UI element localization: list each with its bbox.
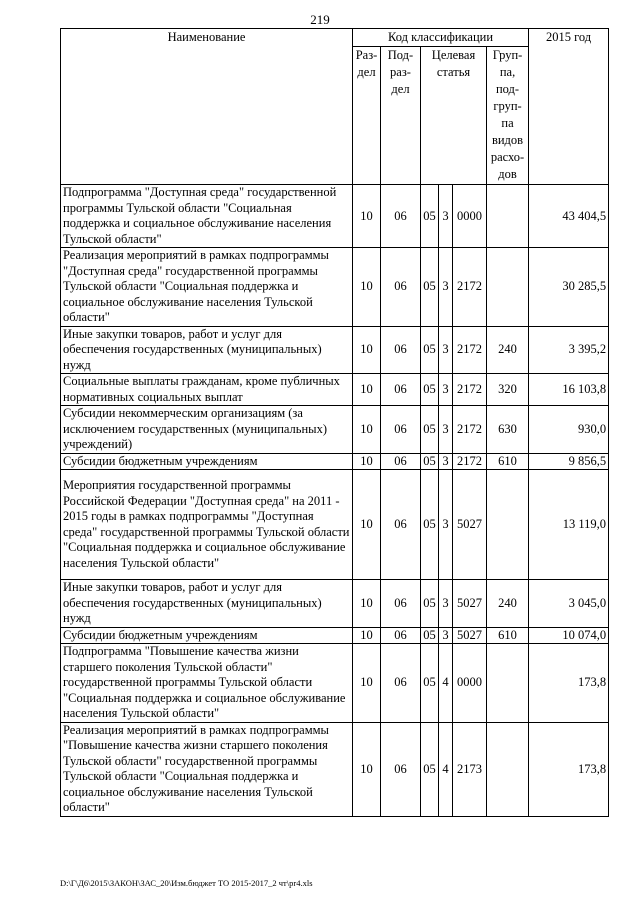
row-amount: 930,0 — [529, 406, 609, 454]
row-expense-group — [487, 722, 529, 816]
row-target-part1: 05 — [421, 185, 439, 248]
row-target-part1: 05 — [421, 248, 439, 327]
row-subsection: 06 — [381, 580, 421, 628]
row-target-part1: 05 — [421, 326, 439, 374]
row-amount: 16 103,8 — [529, 374, 609, 406]
row-expense-group — [487, 470, 529, 580]
row-section: 10 — [353, 580, 381, 628]
row-expense-group: 240 — [487, 580, 529, 628]
row-target-part1: 05 — [421, 406, 439, 454]
row-subsection: 06 — [381, 248, 421, 327]
row-amount: 10 074,0 — [529, 627, 609, 644]
row-name: Субсидии бюджетным учреждениям — [61, 627, 353, 644]
table-row — [61, 722, 609, 816]
row-target-part2: 3 — [439, 470, 453, 580]
row-expense-group — [487, 248, 529, 327]
row-amount: 13 119,0 — [529, 470, 609, 580]
row-target-part3: 5027 — [453, 627, 487, 644]
row-name: Подпрограмма "Повышение качества жизни старшего поколения Тульской области" государственной программы Тульской области "Социальная поддержка и социальное обслуживание населения Тульской области" — [61, 644, 353, 723]
row-expense-group: 630 — [487, 406, 529, 454]
row-target-part2: 3 — [439, 248, 453, 327]
table-row — [61, 627, 609, 644]
row-amount: 173,8 — [529, 722, 609, 816]
budget-table — [60, 28, 609, 817]
row-section: 10 — [353, 453, 381, 470]
table-row — [61, 406, 609, 454]
row-amount: 173,8 — [529, 644, 609, 723]
row-section: 10 — [353, 406, 381, 454]
header-name: Наименование — [61, 29, 353, 185]
row-name: Иные закупки товаров, работ и услуг для обеспечения государственных (муниципальных) нужд — [61, 580, 353, 628]
row-subsection: 06 — [381, 722, 421, 816]
row-target-part2: 3 — [439, 580, 453, 628]
row-name: Подпрограмма "Доступная среда" государственной программы Тульской области "Социальная поддержка и социальное обслуживание населения Тульской области" — [61, 185, 353, 248]
row-target-part3: 2172 — [453, 406, 487, 454]
row-name: Субсидии бюджетным учреждениям — [61, 453, 353, 470]
table-body — [61, 185, 609, 817]
row-subsection: 06 — [381, 374, 421, 406]
row-target-part1: 05 — [421, 580, 439, 628]
row-subsection: 06 — [381, 627, 421, 644]
row-expense-group — [487, 644, 529, 723]
row-target-part2: 3 — [439, 326, 453, 374]
row-target-part2: 3 — [439, 406, 453, 454]
table-row — [61, 644, 609, 723]
row-target-part2: 3 — [439, 185, 453, 248]
row-name: Реализация мероприятий в рамках подпрограммы "Доступная среда" государственной программы Тульской области "Социальная поддержка и социальное обслуживание населения Тульской области" — [61, 248, 353, 327]
row-name: Социальные выплаты гражданам, кроме публичных нормативных социальных выплат — [61, 374, 353, 406]
table-row — [61, 185, 609, 248]
row-target-part2: 3 — [439, 453, 453, 470]
table-row — [61, 580, 609, 628]
row-target-part3: 2172 — [453, 453, 487, 470]
row-amount: 30 285,5 — [529, 248, 609, 327]
row-target-part3: 2172 — [453, 374, 487, 406]
row-target-part1: 05 — [421, 453, 439, 470]
row-target-part3: 2172 — [453, 248, 487, 327]
row-target-part2: 3 — [439, 627, 453, 644]
row-target-part3: 2172 — [453, 326, 487, 374]
row-subsection: 06 — [381, 406, 421, 454]
row-name: Иные закупки товаров, работ и услуг для обеспечения государственных (муниципальных) нужд — [61, 326, 353, 374]
row-target-part3: 0000 — [453, 185, 487, 248]
row-target-part1: 05 — [421, 722, 439, 816]
row-section: 10 — [353, 326, 381, 374]
row-target-part3: 0000 — [453, 644, 487, 723]
header-classification: Код классификации — [353, 29, 529, 47]
table-row — [61, 326, 609, 374]
row-target-part3: 5027 — [453, 470, 487, 580]
row-target-part2: 4 — [439, 644, 453, 723]
header-target: Целевая статья — [421, 47, 487, 185]
row-target-part2: 4 — [439, 722, 453, 816]
row-target-part1: 05 — [421, 374, 439, 406]
row-expense-group: 610 — [487, 453, 529, 470]
row-target-part2: 3 — [439, 374, 453, 406]
row-amount: 43 404,5 — [529, 185, 609, 248]
header-subsection: Под- раз- дел — [381, 47, 421, 185]
row-subsection: 06 — [381, 453, 421, 470]
page-number: 219 — [310, 12, 330, 27]
row-expense-group — [487, 185, 529, 248]
table-row — [61, 374, 609, 406]
header-group: Груп- па, под- груп- па видов расхо- дов — [487, 47, 529, 185]
row-expense-group: 320 — [487, 374, 529, 406]
row-amount: 3 395,2 — [529, 326, 609, 374]
row-expense-group: 240 — [487, 326, 529, 374]
row-section: 10 — [353, 248, 381, 327]
row-amount: 3 045,0 — [529, 580, 609, 628]
row-amount: 9 856,5 — [529, 453, 609, 470]
row-name: Реализация мероприятий в рамках подпрограммы "Повышение качества жизни старшего поколения Тульской области" государственной программы Тульской области "Социальная поддержка и социальное обслуживание населения Тульской области" — [61, 722, 353, 816]
header-section: Раз- дел — [353, 47, 381, 185]
row-subsection: 06 — [381, 644, 421, 723]
row-expense-group: 610 — [487, 627, 529, 644]
row-target-part1: 05 — [421, 644, 439, 723]
table-row — [61, 248, 609, 327]
row-section: 10 — [353, 644, 381, 723]
header-year: 2015 год — [529, 29, 609, 185]
row-subsection: 06 — [381, 326, 421, 374]
table-header — [61, 29, 609, 185]
row-target-part1: 05 — [421, 627, 439, 644]
row-name: Субсидии некоммерческим организациям (за исключением государственных (муниципальных) учреждений) — [61, 406, 353, 454]
row-target-part3: 2173 — [453, 722, 487, 816]
row-target-part3: 5027 — [453, 580, 487, 628]
row-target-part1: 05 — [421, 470, 439, 580]
file-path-footer: D:\Г\Д6\2015\ЗАКОН\ЗАС_20\Изм.бюджет ТО 2015-2017_2 чт\pr4.xls — [60, 878, 313, 888]
row-section: 10 — [353, 185, 381, 248]
row-name: Мероприятия государственной программы Российской Федерации "Доступная среда" на 2011 - 2015 годы в рамках подпрограммы "Доступная среда" государственной программы Тульской области "Социальная поддержка и социальное обслуживание населения Тульской области" — [61, 470, 353, 580]
row-section: 10 — [353, 374, 381, 406]
row-section: 10 — [353, 627, 381, 644]
table-row — [61, 470, 609, 580]
row-subsection: 06 — [381, 185, 421, 248]
table-row — [61, 453, 609, 470]
row-section: 10 — [353, 722, 381, 816]
row-section: 10 — [353, 470, 381, 580]
row-subsection: 06 — [381, 470, 421, 580]
